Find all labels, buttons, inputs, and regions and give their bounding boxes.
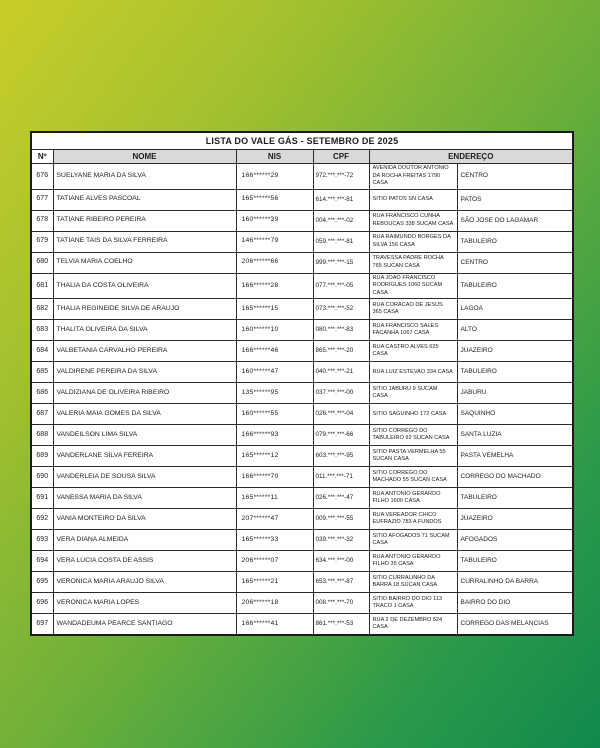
row-cpf: 008.***.***-70 <box>313 593 369 614</box>
row-name: VALERIA MAIA GOMES DA SILVA <box>53 404 236 425</box>
row-district: TABULEIRO <box>457 551 573 572</box>
vale-gas-table <box>30 131 574 636</box>
row-street: RUA CORACAO DE JESUS 365 CASA <box>369 299 457 320</box>
table-row <box>31 404 573 425</box>
col-header-address: ENDEREÇO <box>369 150 573 164</box>
row-street: SITIO PATOS SN CASA <box>369 189 457 210</box>
row-nis: 165******56 <box>236 189 313 210</box>
row-nis: 166******93 <box>236 425 313 446</box>
row-street: SITIO CORREGO DO TABULEIRO 92 SUCAN CASA <box>369 425 457 446</box>
row-name: VANESSA MARIA DA SILVA <box>53 488 236 509</box>
table-row <box>31 210 573 231</box>
row-cpf: 073.***.***-52 <box>313 299 369 320</box>
row-nis: 165******21 <box>236 572 313 593</box>
table-row <box>31 164 573 190</box>
row-number: 683 <box>31 320 53 341</box>
row-nis: 135******95 <box>236 383 313 404</box>
table-row <box>31 446 573 467</box>
row-nis: 160******10 <box>236 320 313 341</box>
table-row <box>31 614 573 636</box>
row-name: WANDADEUMA PEARCE SANTIAGO <box>53 614 236 636</box>
row-number: 680 <box>31 252 53 273</box>
table-title: LISTA DO VALE GÁS - SETEMBRO DE 2025 <box>31 132 573 150</box>
row-cpf: 026.***.***-47 <box>313 488 369 509</box>
row-district: JUAZEIRO <box>457 509 573 530</box>
row-street: RUA JOAO FRANCISCO RODRIGUES 1060 SUCAM CASA <box>369 273 457 299</box>
row-number: 685 <box>31 362 53 383</box>
row-nis: 166******46 <box>236 341 313 362</box>
row-name: TATIANE RIBEIRO PEREIRA <box>53 210 236 231</box>
row-name: THALIA DA COSTA OLIVEIRA <box>53 273 236 299</box>
row-nis: 206******07 <box>236 551 313 572</box>
row-cpf: 080.***.***-83 <box>313 320 369 341</box>
row-nis: 165******15 <box>236 299 313 320</box>
row-name: VANIA MONTEIRO DA SILVA <box>53 509 236 530</box>
col-header-num: Nº <box>31 150 53 164</box>
table-row <box>31 530 573 551</box>
table-title-row <box>31 132 573 150</box>
row-name: VANDERLEIA DE SOUSA SILVA <box>53 467 236 488</box>
row-district: JABURU <box>457 383 573 404</box>
table-row <box>31 299 573 320</box>
row-district: SAQUINHO <box>457 404 573 425</box>
row-nis: 206******18 <box>236 593 313 614</box>
row-cpf: 004.***.***-02 <box>313 210 369 231</box>
row-nis: 160******55 <box>236 404 313 425</box>
row-name: TATIANE ALVES PASCOAL <box>53 189 236 210</box>
row-name: THALIA REGINEIDE SILVA DE ARAUJO <box>53 299 236 320</box>
row-street: SITIO JABURU 9 SUCAM CASA <box>369 383 457 404</box>
row-nis: 160******47 <box>236 362 313 383</box>
row-name: VALDIZIANA DE OLIVEIRA RIBEIRO <box>53 383 236 404</box>
row-street: SITIO SAGUINHO 172 CASA <box>369 404 457 425</box>
row-number: 676 <box>31 164 53 190</box>
table-row <box>31 551 573 572</box>
row-nis: 206******66 <box>236 252 313 273</box>
row-cpf: 999.***.***-15 <box>313 252 369 273</box>
row-street: RUA CASTRO ALVES 625 CASA <box>369 341 457 362</box>
row-cpf: 865.***.***-20 <box>313 341 369 362</box>
table-row <box>31 425 573 446</box>
row-district: LAGOA <box>457 299 573 320</box>
row-street: RUA FRANCISCO SALES FACANHA 1067 CASA <box>369 320 457 341</box>
table-header-row <box>31 150 573 164</box>
row-district: CORREGO DO MACHADO <box>457 467 573 488</box>
row-number: 695 <box>31 572 53 593</box>
row-number: 681 <box>31 273 53 299</box>
row-nis: 165******12 <box>236 446 313 467</box>
row-district: CORREGO DAS MELANCIAS <box>457 614 573 636</box>
row-district: CENTRO <box>457 164 573 190</box>
table-row <box>31 362 573 383</box>
row-cpf: 026.***.***-04 <box>313 404 369 425</box>
row-nis: 166******28 <box>236 273 313 299</box>
row-district: PATOS <box>457 189 573 210</box>
row-cpf: 040.***.***-21 <box>313 362 369 383</box>
row-nis: 166******29 <box>236 164 313 190</box>
table-row <box>31 231 573 252</box>
row-number: 689 <box>31 446 53 467</box>
row-cpf: 059.***.***-81 <box>313 231 369 252</box>
row-nis: 166******70 <box>236 467 313 488</box>
row-name: VERONICA MARIA ARAUJO SILVA <box>53 572 236 593</box>
row-district: TABULEIRO <box>457 231 573 252</box>
row-name: VANDEILSON LIMA SILVA <box>53 425 236 446</box>
row-street: RUA LUIZ ESTEVAO 334 CASA <box>369 362 457 383</box>
row-number: 682 <box>31 299 53 320</box>
table-row <box>31 383 573 404</box>
table-row <box>31 467 573 488</box>
row-street: TRAVESSA PADRE ROCHA 765 SUCAN CASA <box>369 252 457 273</box>
row-district: JUAZEIRO <box>457 341 573 362</box>
table-row <box>31 488 573 509</box>
row-number: 678 <box>31 210 53 231</box>
row-cpf: 653.***.***-87 <box>313 572 369 593</box>
row-number: 687 <box>31 404 53 425</box>
row-district: SANTA LUZIA <box>457 425 573 446</box>
row-cpf: 009.***.***-55 <box>313 509 369 530</box>
row-street: SITIO PASTA VERMELHA 55 SUCAN CASA <box>369 446 457 467</box>
row-cpf: 039.***.***-32 <box>313 530 369 551</box>
row-number: 679 <box>31 231 53 252</box>
row-name: VALDIRENE PEREIRA DA SILVA <box>53 362 236 383</box>
table-row <box>31 273 573 299</box>
row-street: SITIO CURRALINHO DA BARRA 18 SUCAN CASA <box>369 572 457 593</box>
col-header-cpf: CPF <box>313 150 369 164</box>
row-district: PASTA VEMELHA <box>457 446 573 467</box>
row-street: SITIO CORREGO DO MACHADO 55 SUCAN CASA <box>369 467 457 488</box>
col-header-nis: NIS <box>236 150 313 164</box>
row-number: 684 <box>31 341 53 362</box>
row-name: TELVIA MARIA COELHO <box>53 252 236 273</box>
row-cpf: 972.***.***-72 <box>313 164 369 190</box>
row-number: 693 <box>31 530 53 551</box>
row-cpf: 614.***.***-81 <box>313 189 369 210</box>
table-row <box>31 593 573 614</box>
row-number: 690 <box>31 467 53 488</box>
row-number: 696 <box>31 593 53 614</box>
row-number: 697 <box>31 614 53 636</box>
row-street: SITIO AFOGADOS 71 SUCAM CASA <box>369 530 457 551</box>
row-number: 694 <box>31 551 53 572</box>
row-district: TABULEIRO <box>457 362 573 383</box>
table-row <box>31 509 573 530</box>
row-name: VERA DIANA ALMEIDA <box>53 530 236 551</box>
row-name: VALBETANIA CARVALHO PEREIRA <box>53 341 236 362</box>
row-cpf: 603.***.***-95 <box>313 446 369 467</box>
row-name: VERA LUCIA COSTA DE ASSIS <box>53 551 236 572</box>
table-row <box>31 341 573 362</box>
row-street: AVENIDA DOUTOR ANTONIO DA ROCHA FREITAS 1790 CASA <box>369 164 457 190</box>
row-number: 688 <box>31 425 53 446</box>
row-nis: 166******41 <box>236 614 313 636</box>
row-street: RUA 2 DE DEZEMBRO 524 CASA <box>369 614 457 636</box>
row-street: RUA FRANCISCO CUNHA REBOUCAS 338 SUCAM CASA <box>369 210 457 231</box>
table-row <box>31 572 573 593</box>
row-district: CURRALINHO DA BARRA <box>457 572 573 593</box>
table-body <box>31 164 573 636</box>
row-name: SUELYANE MARIA DA SILVA <box>53 164 236 190</box>
row-cpf: 011.***.***-71 <box>313 467 369 488</box>
row-number: 677 <box>31 189 53 210</box>
row-street: RUA ANTONIO GERARDO FILHO 1600 CASA <box>369 488 457 509</box>
row-district: AFOGADOS <box>457 530 573 551</box>
row-district: BAIRRO DO DIO <box>457 593 573 614</box>
row-name: TATIANE TAIS DA SILVA FERREIRA <box>53 231 236 252</box>
row-cpf: 079.***.***-66 <box>313 425 369 446</box>
row-name: VERONICA MARIA LOPES <box>53 593 236 614</box>
table-row <box>31 320 573 341</box>
row-street: RUA ANTONIO GERARDO FILHO 35 CASA <box>369 551 457 572</box>
row-nis: 165******11 <box>236 488 313 509</box>
table-row <box>31 189 573 210</box>
row-nis: 207******47 <box>236 509 313 530</box>
row-street: RUA RAIMUNDO BORGES DA SILVA 156 CASA <box>369 231 457 252</box>
row-number: 692 <box>31 509 53 530</box>
row-name: THALITA OLIVEIRA DA SILVA <box>53 320 236 341</box>
row-cpf: 861.***.***-53 <box>313 614 369 636</box>
row-district: TABULEIRO <box>457 488 573 509</box>
row-district: SÃO JOSE DO LAGAMAR <box>457 210 573 231</box>
row-cpf: 634.***.***-00 <box>313 551 369 572</box>
row-district: ALTO <box>457 320 573 341</box>
row-name: VANDERLANE SILVA FEREIRA <box>53 446 236 467</box>
row-nis: 160******39 <box>236 210 313 231</box>
row-district: TABULEIRO <box>457 273 573 299</box>
row-street: SITIO BAIRRO DO DIO 113 TRACO 1 CASA <box>369 593 457 614</box>
row-number: 691 <box>31 488 53 509</box>
row-number: 686 <box>31 383 53 404</box>
row-district: CENTRO <box>457 252 573 273</box>
row-cpf: 037.***.***-00 <box>313 383 369 404</box>
row-street: RUA VEREADOR CHICO EUFRAZIO 783 A FUNDOS <box>369 509 457 530</box>
row-nis: 146******79 <box>236 231 313 252</box>
row-nis: 165******33 <box>236 530 313 551</box>
row-cpf: 077.***.***-05 <box>313 273 369 299</box>
table-row <box>31 252 573 273</box>
col-header-name: NOME <box>53 150 236 164</box>
